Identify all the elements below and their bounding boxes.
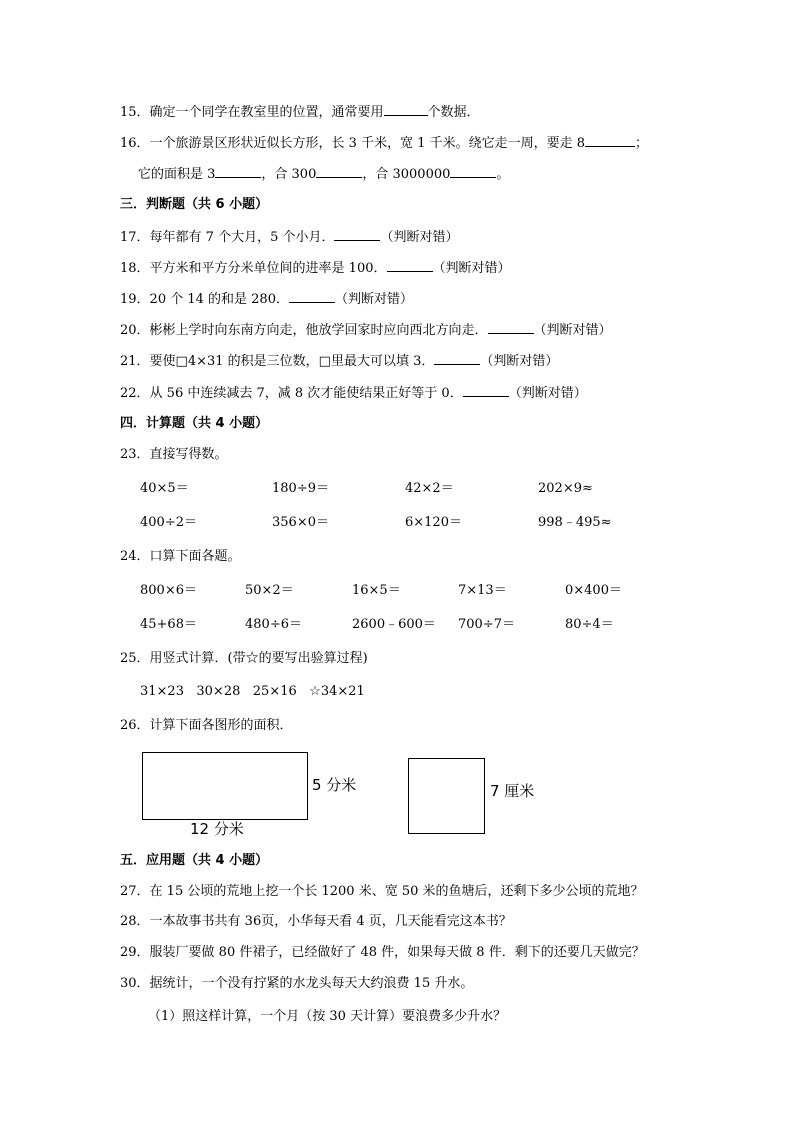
q25-items (140, 683, 365, 701)
question-29: 29．服装厂要做 80 件裙子，已经做好了 48 件，如果每天做 8 件．剩下的还要几天做完？ (120, 945, 645, 960)
q23-item: 180÷9＝ (272, 481, 329, 496)
q16-blank-4 (450, 165, 496, 178)
q20-blank (488, 321, 534, 334)
q24-item: 700÷7＝ (458, 617, 515, 632)
q22-text: 22．从 56 中连续减去 7，减 8 次才能使结果正好等于 0． (120, 386, 463, 401)
square-figure (408, 758, 485, 834)
q16-blank-2 (215, 165, 261, 178)
question-30: 30．据统计，一个没有拧紧的水龙头每天大约浪费 15 升水。 (120, 976, 474, 991)
q20-text: 20．彬彬上学时向东南方向走，他放学回家时应向西北方向走． (120, 323, 488, 338)
question-30-sub1: （1）照这样计算，一个月（按 30 天计算）要浪费多少升水？ (148, 1009, 507, 1024)
q24-title: 24．口算下面各题。 (120, 549, 241, 564)
rectangle-figure (142, 752, 308, 820)
q23-item: 400÷2＝ (140, 515, 197, 530)
q22-suffix: （判断对错） (508, 386, 587, 401)
question-20 (120, 321, 612, 340)
q24-item: 16×5＝ (352, 583, 401, 598)
q17-text: 17．每年都有 7 个大月，5 个小月． (120, 230, 335, 245)
question-17 (120, 228, 459, 247)
q20-suffix: （判断对错） (533, 323, 612, 338)
rect-length-label: 12 分米 (190, 820, 244, 838)
q25-title: 25．用竖式计算．(带☆的要写出验算过程) (120, 651, 368, 666)
q21-text: 21．要使□4×31 的积是三位数，□里最大可以填 3． (120, 354, 435, 369)
q23-title: 23．直接写得数。 (120, 447, 228, 462)
section-5-heading: 五．应用题（共 4 小题） (120, 853, 269, 868)
q26-title: 26．计算下面各图形的面积． (120, 718, 293, 733)
q19-blank (289, 290, 335, 303)
q25-item: 31×23 (140, 684, 184, 699)
q23-item: 6×120＝ (405, 515, 462, 530)
q18-suffix: （判断对错） (432, 261, 511, 276)
q16-line2-end: 。 (496, 167, 510, 182)
q22-blank (463, 384, 509, 397)
q23-item: 356×0＝ (272, 515, 329, 530)
question-19 (120, 290, 413, 309)
q24-item: 7×13＝ (458, 583, 507, 598)
q16-line2-b: ，合 300 (261, 167, 317, 182)
question-15 (120, 103, 480, 122)
q15-after: 个数据． (427, 105, 480, 120)
q18-blank (387, 259, 433, 272)
q24-item: 0×400＝ (565, 583, 622, 598)
q17-suffix: （判断对错） (380, 230, 459, 245)
q16-line1: 16．一个旅游景区形状近似长方形，长 3 千米，宽 1 千米。绕它走一周，要走 8 (120, 136, 586, 151)
q19-suffix: （判断对错） (334, 292, 413, 307)
question-18 (120, 259, 511, 278)
q21-suffix: （判断对错） (480, 354, 559, 369)
q16-line1-end: ； (635, 136, 649, 151)
q16-blank-1 (585, 134, 635, 147)
q19-text: 19．20 个 14 的和是 280． (120, 292, 289, 307)
section-4-heading: 四．计算题（共 4 小题） (120, 416, 269, 431)
q16-blank-3 (316, 165, 362, 178)
q24-item: 2600﹣600＝ (352, 617, 436, 632)
question-21 (120, 352, 558, 371)
q25-item: 25×16 (252, 684, 297, 699)
q24-item: 45+68＝ (140, 617, 197, 632)
question-28: 28．一本故事书共有 36页，小华每天看 4 页，几天能看完这本书？ (120, 914, 512, 929)
q16-line2-a: 它的面积是 3 (138, 167, 216, 182)
q15-text: 15．确定一个同学在教室里的位置，通常要用 (120, 105, 384, 120)
q17-blank (334, 228, 380, 241)
rect-width-label: 5 分米 (312, 776, 357, 794)
q23-item: 998﹣495≈ (538, 515, 612, 530)
q24-item: 80÷4＝ (565, 617, 614, 632)
question-27: 27．在 15 公顷的荒地上挖一个长 1200 米、宽 50 米的鱼塘后，还剩下多少公顷的荒地？ (120, 884, 644, 899)
q23-item: 42×2＝ (405, 481, 454, 496)
section-3-heading: 三．判断题（共 6 小题） (120, 197, 269, 212)
q23-item: 40×5＝ (140, 481, 189, 496)
q18-text: 18．平方米和平方分米单位间的进率是 100． (120, 261, 387, 276)
q21-blank (434, 352, 480, 365)
square-side-label: 7 厘米 (490, 782, 535, 800)
q23-item: 202×9≈ (538, 481, 593, 496)
q24-item: 50×2＝ (245, 583, 294, 598)
question-16-line1 (120, 134, 648, 153)
question-22 (120, 384, 587, 403)
q15-blank (384, 103, 428, 116)
q25-item: ☆34×21 (309, 684, 365, 699)
q24-item: 480÷6＝ (245, 617, 302, 632)
question-16-line2 (138, 165, 509, 184)
q16-line2-c: ，合 3000000 (362, 167, 451, 182)
q25-item: 30×28 (196, 684, 241, 699)
q24-item: 800×6＝ (140, 583, 197, 598)
